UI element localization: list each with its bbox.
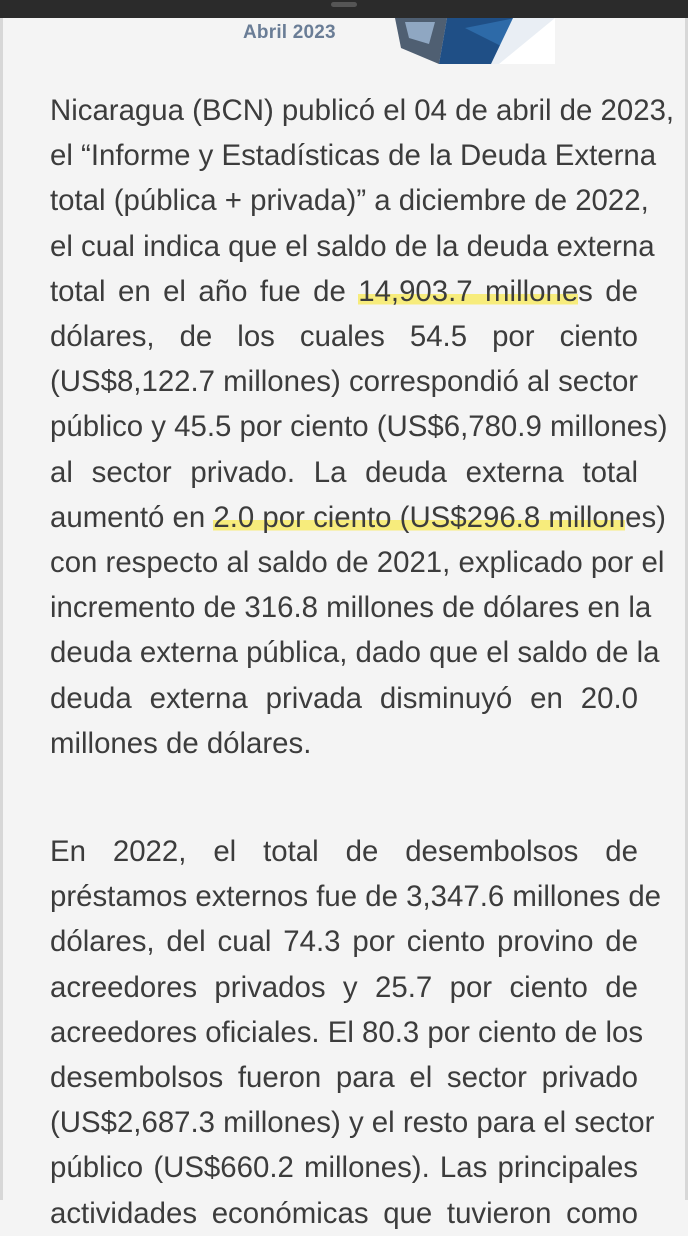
text-line: (US$2,687.3 millones) y el resto para el sector	[50, 1106, 655, 1140]
text-line: desembolsos fueron para el sector privado	[50, 1061, 638, 1095]
text-line: dólares, del cual 74.3 por ciento provino de	[50, 925, 638, 959]
text-line: Nicaragua (BCN) publicó el 04 de abril de 2023,	[50, 94, 675, 127]
text-fragment: es)	[625, 500, 666, 534]
text-line: público y 45.5 por ciento (US$6,780.9 millones)	[50, 410, 668, 444]
status-notch	[331, 2, 357, 7]
text-line: (US$8,122.7 millones) correspondió al sector	[50, 365, 639, 399]
paragraph-debt-balance	[50, 88, 675, 766]
header-date: Abril 2023	[243, 22, 336, 43]
document-header	[0, 18, 688, 64]
text-line-highlighted	[50, 269, 638, 314]
paragraph-gap	[50, 766, 638, 829]
text-line: acreedores privados y 25.7 por ciento de	[50, 970, 638, 1004]
text-line: el “Informe y Estadísticas de la Deuda Externa	[50, 139, 657, 173]
text-fragment: s de	[578, 274, 638, 308]
text-line: millones de dólares.	[50, 726, 312, 760]
status-bar	[0, 0, 688, 18]
text-line-highlighted	[50, 495, 666, 540]
page-border-left	[0, 18, 3, 1200]
text-line: En 2022, el total de desembolsos de	[50, 835, 638, 869]
publication-logo	[395, 18, 555, 64]
text-fragment: aumentó en	[50, 500, 214, 534]
text-line: incremento de 316.8 millones de dólares en la	[50, 591, 652, 625]
text-line: dólares, de los cuales 54.5 por ciento	[50, 320, 638, 354]
text-line: deuda externa privada disminuyó en 20.0	[50, 681, 638, 715]
logo-graphic	[395, 18, 555, 64]
text-line: público (US$660.2 millones). Las principales	[50, 1151, 638, 1185]
text-line: préstamos externos fue de 3,347.6 millones de	[50, 880, 662, 914]
text-line: acreedores oficiales. El 80.3 por ciento de los	[50, 1015, 644, 1049]
text-line: con respecto al saldo de 2021, explicado por el	[50, 546, 665, 580]
highlight-mark: 14,903.7 millone	[358, 274, 579, 308]
text-line: al sector privado. La deuda externa total	[50, 455, 638, 489]
article-body	[50, 88, 675, 1236]
text-line: deuda externa pública, dado que el saldo de la	[50, 636, 660, 670]
highlight-mark: 2.0 por ciento (US$296.8 millon	[213, 500, 626, 534]
text-line: total (pública + privada)” a diciembre de 2022,	[50, 184, 649, 218]
text-fragment: total en el año fue de	[50, 274, 359, 308]
paragraph-disbursements	[50, 829, 662, 1236]
text-line: el cual indica que el saldo de la deuda externa	[50, 229, 655, 263]
text-line: actividades económicas que tuvieron como	[50, 1196, 638, 1230]
